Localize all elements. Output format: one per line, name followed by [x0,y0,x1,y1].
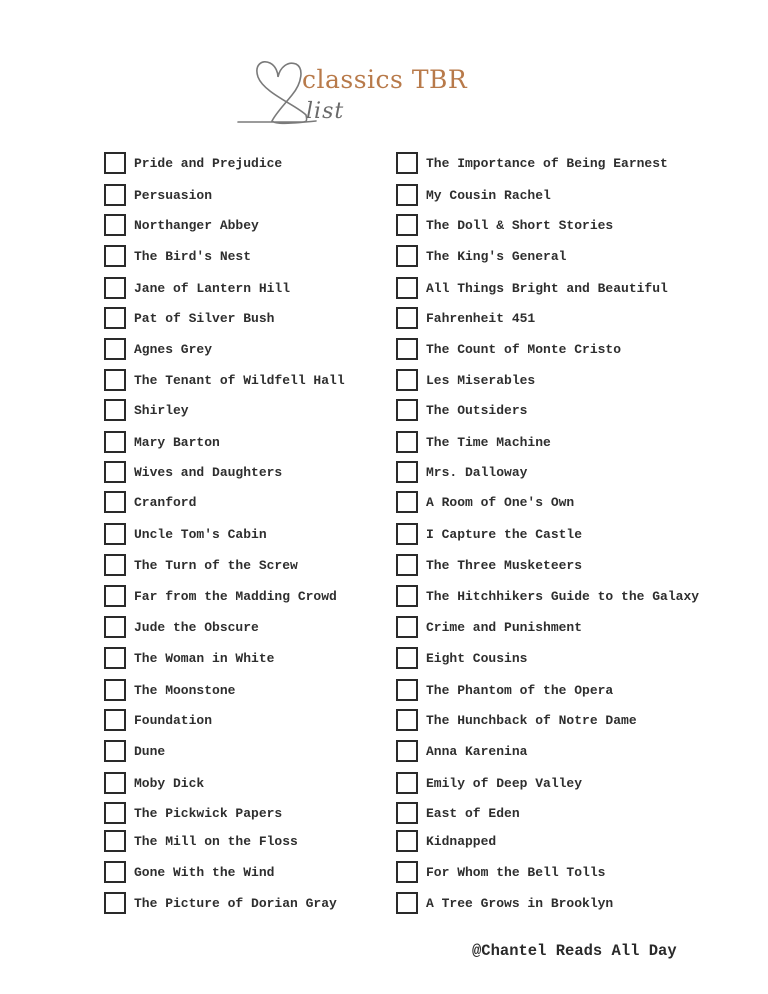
book-title: The Picture of Dorian Gray [134,895,337,911]
book-title: Pride and Prejudice [134,155,283,171]
checklist-item[interactable] [396,585,699,607]
checklist-item[interactable] [396,647,527,669]
checkbox[interactable] [396,461,418,483]
checkbox[interactable] [396,369,418,391]
checkbox[interactable] [104,802,126,824]
checklist-item[interactable] [396,616,582,638]
checkbox[interactable] [396,554,418,576]
book-title: The Turn of the Screw [134,557,298,573]
checklist-item[interactable] [396,184,551,206]
checkbox[interactable] [396,431,418,453]
book-title: Crime and Punishment [426,619,583,635]
checklist-item[interactable] [396,740,527,762]
checklist-item[interactable] [104,491,196,513]
book-title: My Cousin Rachel [426,187,551,203]
checkbox[interactable] [104,861,126,883]
footer-credit: @Chantel Reads All Day [472,942,677,960]
book-title: Emily of Deep Valley [426,775,583,791]
book-title: The Phantom of the Opera [426,682,614,698]
checkbox[interactable] [396,861,418,883]
checklist-item[interactable] [396,679,613,701]
checkbox[interactable] [396,152,418,174]
checklist-item[interactable] [396,461,527,483]
checkbox[interactable] [104,152,126,174]
checklist-item[interactable] [396,338,621,360]
checkbox[interactable] [396,892,418,914]
checklist-item[interactable] [396,830,496,852]
checkbox[interactable] [104,461,126,483]
checklist-item[interactable] [396,214,613,236]
book-title: Fahrenheit 451 [426,310,536,326]
book-title: The Hitchhikers Guide to the Galaxy [426,588,700,604]
checkbox[interactable] [396,184,418,206]
checklist-item[interactable] [104,830,298,852]
checkbox[interactable] [104,338,126,360]
checkbox[interactable] [104,431,126,453]
checklist-item[interactable] [104,585,337,607]
checkbox[interactable] [396,585,418,607]
checkbox[interactable] [104,772,126,794]
book-title: The Mill on the Floss [134,833,298,849]
book-title: All Things Bright and Beautiful [426,280,668,296]
checkbox[interactable] [396,523,418,545]
checklist-item[interactable] [104,307,274,329]
book-title: Uncle Tom's Cabin [134,526,267,542]
checkbox[interactable] [104,369,126,391]
book-title: The Hunchback of Notre Dame [426,712,637,728]
checkbox[interactable] [104,214,126,236]
checklist-item[interactable] [104,892,337,914]
checklist-item[interactable] [104,802,282,824]
page-header [236,55,506,135]
book-title: The King's General [426,248,567,264]
book-title: Cranford [134,494,197,510]
checklist-item[interactable] [396,861,605,883]
checkbox[interactable] [396,740,418,762]
checklist-item[interactable] [104,709,212,731]
checkbox[interactable] [104,616,126,638]
checkbox[interactable] [104,307,126,329]
checklist-item[interactable] [396,491,574,513]
checklist-item[interactable] [104,245,251,267]
checklist-item[interactable] [104,740,165,762]
checklist-item[interactable] [104,369,345,391]
checklist-item[interactable] [104,616,259,638]
checkbox[interactable] [104,647,126,669]
checkbox[interactable] [396,647,418,669]
checklist-item[interactable] [396,892,613,914]
checkbox[interactable] [396,214,418,236]
book-title: The Three Musketeers [426,557,583,573]
checklist-item[interactable] [104,338,212,360]
checklist-item[interactable] [104,431,220,453]
checkbox[interactable] [104,399,126,421]
checkbox[interactable] [104,491,126,513]
book-title: Wives and Daughters [134,464,283,480]
book-title: Jane of Lantern Hill [134,280,291,296]
checklist-item[interactable] [396,772,582,794]
book-title: The Time Machine [426,434,551,450]
checklist-item[interactable] [396,307,535,329]
book-title: The Outsiders [426,402,528,418]
checklist-item[interactable] [396,277,668,299]
checklist-item[interactable] [104,679,235,701]
book-title: East of Eden [426,805,520,821]
checkbox[interactable] [396,338,418,360]
checkbox[interactable] [396,277,418,299]
checkbox[interactable] [396,772,418,794]
checkbox[interactable] [104,892,126,914]
checklist-item[interactable] [104,461,282,483]
book-title: Dune [134,743,166,759]
checklist-item[interactable] [104,772,204,794]
book-title: The Count of Monte Cristo [426,341,622,357]
checklist-item[interactable] [396,554,582,576]
book-title: Northanger Abbey [134,217,259,233]
book-title: The Moonstone [134,682,236,698]
checkbox[interactable] [104,709,126,731]
checklist-item[interactable] [396,245,566,267]
book-title: Eight Cousins [426,650,528,666]
book-title: Les Miserables [426,372,536,388]
checkbox[interactable] [396,491,418,513]
checkbox[interactable] [396,709,418,731]
page-title: classics TBR [302,65,468,94]
checkbox[interactable] [396,679,418,701]
checklist-item[interactable] [104,277,290,299]
checklist-item[interactable] [104,399,189,421]
checkbox[interactable] [104,585,126,607]
book-title: Anna Karenina [426,743,528,759]
book-title: For Whom the Bell Tolls [426,864,606,880]
checkbox[interactable] [104,740,126,762]
checkbox[interactable] [396,616,418,638]
book-title: Shirley [134,402,189,418]
book-title: Persuasion [134,187,213,203]
page-subtitle: list [306,99,345,124]
checklist-item[interactable] [104,554,298,576]
book-title: Far from the Madding Crowd [134,588,337,604]
checklist-item[interactable] [104,214,259,236]
checklist-item[interactable] [396,431,551,453]
checklist-item[interactable] [104,152,282,174]
checkbox[interactable] [396,245,418,267]
book-title: Agnes Grey [134,341,213,357]
book-title: Mary Barton [134,434,220,450]
book-title: Mrs. Dalloway [426,464,528,480]
book-title: The Importance of Being Earnest [426,155,668,171]
book-title: The Tenant of Wildfell Hall [134,372,345,388]
checkbox[interactable] [396,307,418,329]
book-title: I Capture the Castle [426,526,583,542]
checklist-item[interactable] [396,152,668,174]
checklist-item[interactable] [396,369,535,391]
checklist-item[interactable] [104,861,274,883]
book-title: Foundation [134,712,213,728]
checkbox[interactable] [396,802,418,824]
book-title: Moby Dick [134,775,205,791]
checklist-item[interactable] [104,184,212,206]
book-title: Pat of Silver Bush [134,310,275,326]
checkbox[interactable] [104,679,126,701]
checkbox[interactable] [104,245,126,267]
book-title: Jude the Obscure [134,619,259,635]
book-title: Gone With the Wind [134,864,275,880]
checkbox[interactable] [104,523,126,545]
checkbox[interactable] [104,184,126,206]
checklist-item[interactable] [104,647,274,669]
book-title: The Bird's Nest [134,248,252,264]
checklist-item[interactable] [396,802,520,824]
book-title: The Doll & Short Stories [426,217,614,233]
checkbox[interactable] [104,277,126,299]
book-title: Kidnapped [426,833,497,849]
book-title: The Pickwick Papers [134,805,283,821]
book-title: A Tree Grows in Brooklyn [426,895,614,911]
checkbox[interactable] [396,399,418,421]
checkbox[interactable] [104,830,126,852]
checkbox[interactable] [104,554,126,576]
checklist-item[interactable] [396,523,582,545]
checklist-item[interactable] [396,709,637,731]
checklist-item[interactable] [396,399,527,421]
checkbox[interactable] [396,830,418,852]
checklist-item[interactable] [104,523,267,545]
book-title: The Woman in White [134,650,275,666]
book-title: A Room of One's Own [426,494,575,510]
